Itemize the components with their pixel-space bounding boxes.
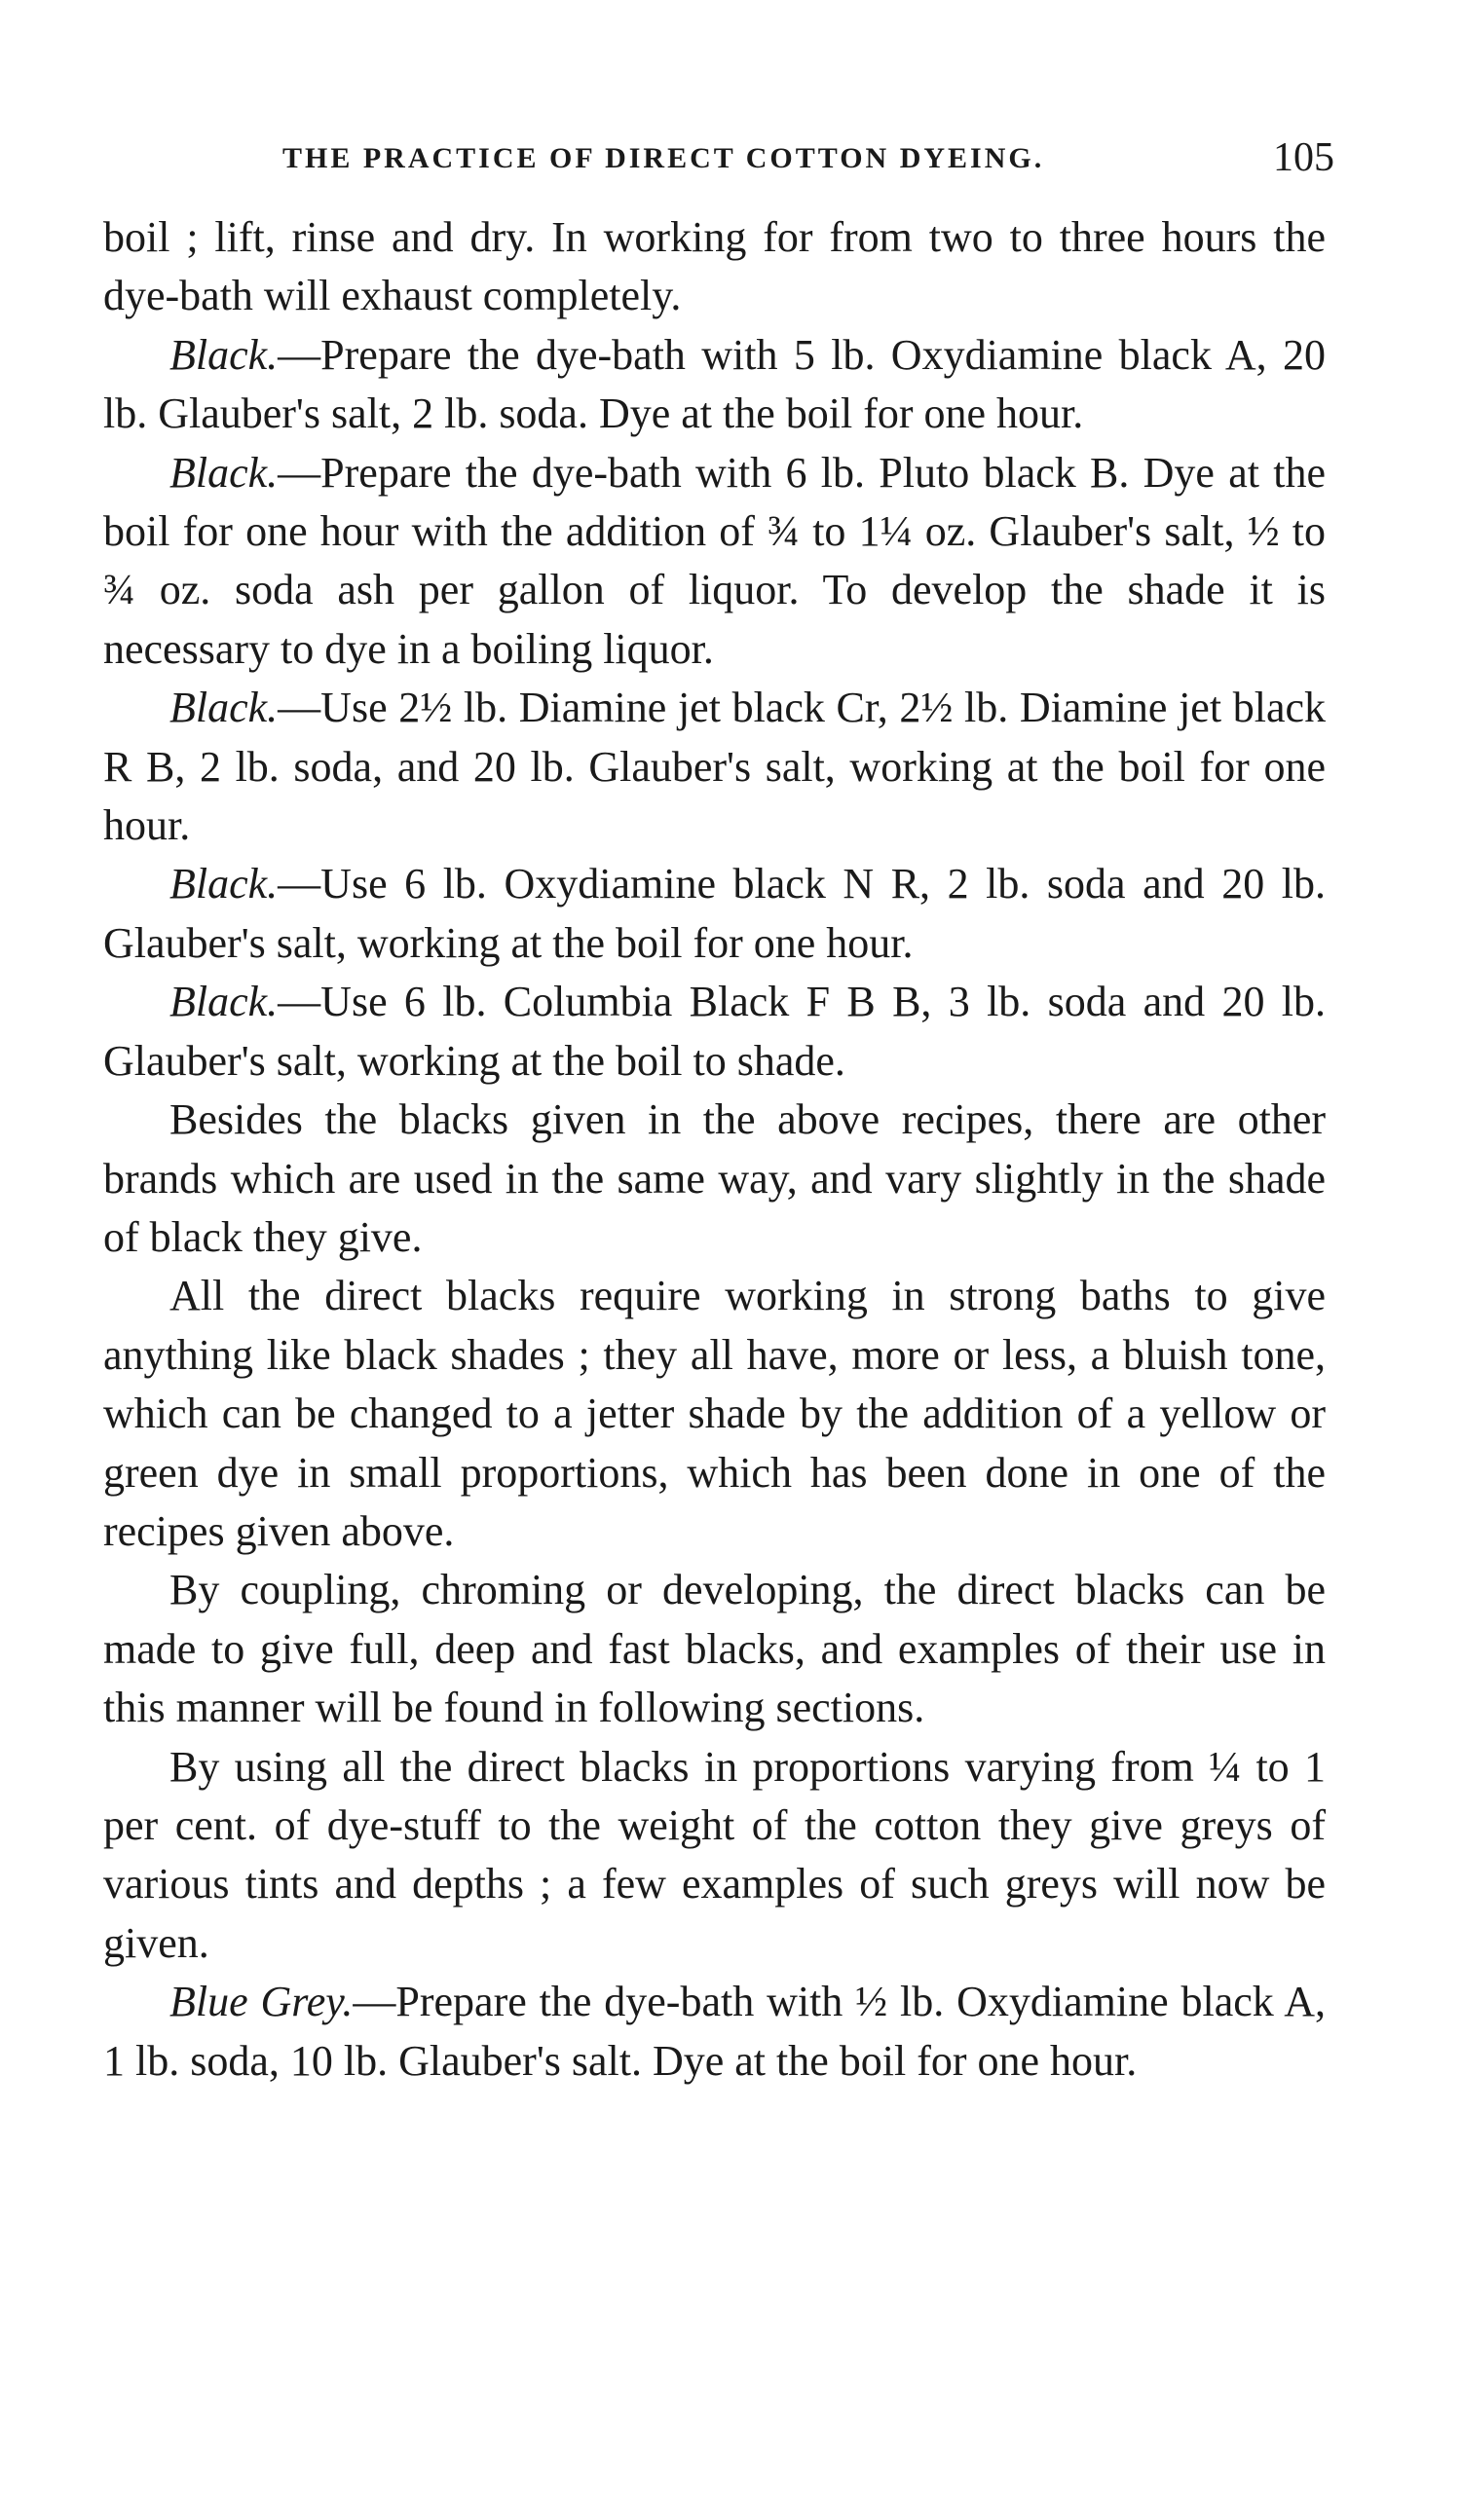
recipe-lead: Black.: [169, 978, 279, 1026]
paragraph-recipe-black-4: [103, 855, 1326, 973]
paragraph-text: —Prepare the dye-bath with ½ lb. Oxydiamine black A, 1 lb. soda, 10 lb. Glauber's salt. Dye at the boil for one hour.: [103, 1978, 1327, 2085]
recipe-lead: Black.: [169, 330, 279, 379]
paragraph-text: —Use 2½ lb. Diamine jet black Cr, 2½ lb. Diamine jet black R B, 2 lb. soda, and 20 lb. Glauber's salt, working at the boil for one hour.: [103, 684, 1326, 850]
paragraph-text: —Use 6 lb. Columbia Black F B B, 3 lb. soda and 20 lb. Glauber's salt, working at the boil to shade.: [103, 978, 1326, 1085]
recipe-lead: Blue Grey.: [169, 1978, 354, 2026]
body-text: [103, 208, 1326, 2091]
paragraph-greys: [103, 1738, 1326, 1974]
paragraph-continuation: [103, 208, 1326, 326]
paragraph-direct-blacks: [103, 1267, 1326, 1561]
paragraph-text: —Prepare the dye-bath with 6 lb. Pluto black B. Dye at the boil for one hour with the addition of ¾ to 1¼ oz. Glauber's salt, ½ to ¾ oz. soda ash per gallon of liquor. To develop the shade it is necessary to dye in a boiling liquor.: [103, 448, 1326, 673]
running-head: [282, 134, 1334, 183]
recipe-lead: Black.: [169, 860, 279, 908]
paragraph-text: —Use 6 lb. Oxydiamine black N R, 2 lb. soda and 20 lb. Glauber's salt, working at the boil for one hour.: [103, 860, 1326, 967]
paragraph-other-brands: [103, 1091, 1326, 1267]
paragraph-text: —Prepare the dye-bath with 5 lb. Oxydiamine black A, 20 lb. Glauber's salt, 2 lb. soda. Dye at the boil for one hour.: [103, 330, 1326, 438]
recipe-lead: Black.: [169, 448, 279, 497]
paragraph-recipe-black-2: [103, 444, 1326, 680]
paragraph-recipe-black-5: [103, 973, 1326, 1091]
paragraph-text: All the direct blacks require working in strong baths to give anything like black shades ; they all have, more or less, a bluish tone, which can be changed to a jetter shade by the addition of a yellow or green dye in small proportions, which has been done in one of the recipes given above.: [103, 1272, 1326, 1555]
page-number: 105: [1273, 135, 1334, 180]
running-title: THE PRACTICE OF DIRECT COTTON DYEING.: [282, 142, 1045, 174]
paragraph-text: boil ; lift, rinse and dry. In working for from two to three hours the dye-bath will exhaust completely.: [103, 213, 1326, 320]
recipe-lead: Black.: [169, 684, 279, 732]
paragraph-coupling: [103, 1561, 1326, 1737]
paragraph-recipe-black-1: [103, 326, 1326, 444]
paragraph-recipe-black-3: [103, 679, 1326, 855]
paragraph-text: Besides the blacks given in the above recipes, there are other brands which are used in the same way, and vary slightly in the shade of black they give.: [103, 1095, 1326, 1261]
paragraph-recipe-blue-grey: [103, 1973, 1326, 2091]
paragraph-text: By using all the direct blacks in proportions varying from ¼ to 1 per cent. of dye-stuff to the weight of the cotton they give greys of various tints and depths ; a few examples of such greys will now be given.: [103, 1742, 1326, 1967]
paragraph-text: By coupling, chroming or developing, the direct blacks can be made to give full, deep and fast blacks, and examples of their use in this manner will be found in following sections.: [103, 1566, 1326, 1732]
